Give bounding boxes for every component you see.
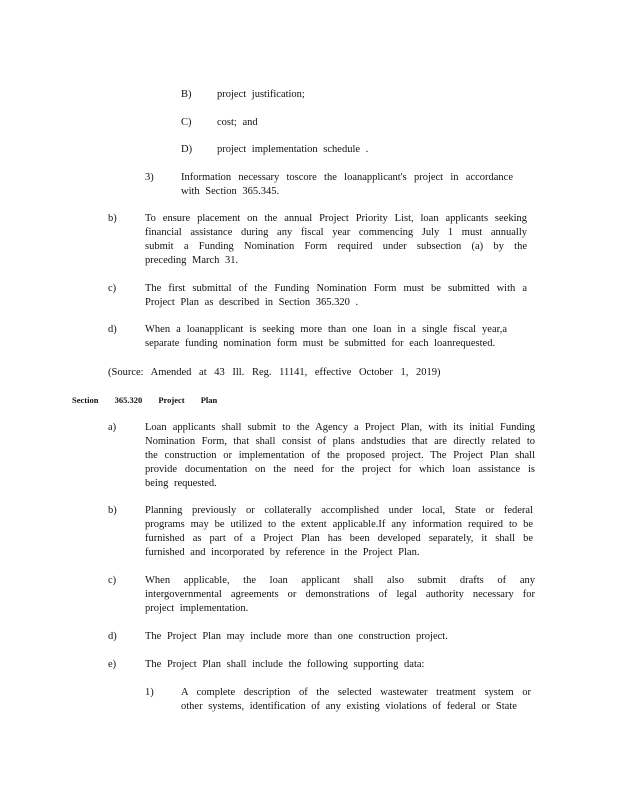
item-label: c) <box>108 575 117 586</box>
item-text: The Project Plan shall include the following supporting data: <box>145 659 425 670</box>
item-text: When a loanapplicant is seeking more than one loan in a single fiscal year,a separate funding nomination form must be submitted for each loanrequested. <box>145 324 507 349</box>
item-text: project implementation schedule . <box>217 144 369 155</box>
item-label: a) <box>108 422 117 433</box>
source-note: (Source: Amended at 43 Ill. Reg. 11141, effective October 1, 2019) <box>108 367 441 378</box>
item-label: c) <box>108 283 117 294</box>
item-text: Information necessary toscore the loanapplicant's project in accordance with Section 365.345. <box>181 172 513 197</box>
item-text: When applicable, the loan applicant shall also submit drafts of any intergovernmental agreements or demonstrations of legal authority necessary for project implementation. <box>145 575 535 614</box>
section-heading: Section 365.320 Project Plan <box>72 395 218 405</box>
item-label: e) <box>108 659 117 670</box>
item-text: Planning previously or collaterally accomplished under local, State or federal programs may be utilized to the extent applicable.If any information required to be furnished as part of a Project Plan has been developed separately, it shall be furnished and incorporated by reference in the Project Plan. <box>145 505 533 558</box>
item-label: 1) <box>145 687 154 698</box>
item-label: d) <box>108 631 117 642</box>
item-text: The Project Plan may include more than one construction project. <box>145 631 448 642</box>
item-label: b) <box>108 505 117 516</box>
item-label: D) <box>181 144 193 155</box>
item-label: B) <box>181 89 192 100</box>
item-label: 3) <box>145 172 154 183</box>
item-text: The first submittal of the Funding Nomination Form must be submitted with a Project Plan as described in Section 365.320 . <box>145 283 527 308</box>
item-label: d) <box>108 324 117 335</box>
item-label: b) <box>108 213 117 224</box>
item-text: project justification; <box>217 89 305 100</box>
item-text: Loan applicants shall submit to the Agency a Project Plan, with its initial Funding Nomination Form, that shall consist of plans andstudies that are directly related to the construction or implementation of the proposed project. The Project Plan shall provide documentation on the need for the project for which loan assistance is being requested. <box>145 422 535 489</box>
item-label: C) <box>181 117 192 128</box>
item-text: cost; and <box>217 117 258 128</box>
item-text: A complete description of the selected wastewater treatment system or other systems, identification of any existing violations of federal or State <box>181 687 531 712</box>
item-text: To ensure placement on the annual Project Priority List, loan applicants seeking financial assistance during any fiscal year commencing July 1 must annually submit a Funding Nomination Form required under subsection (a) by the preceding March 31. <box>145 213 527 266</box>
